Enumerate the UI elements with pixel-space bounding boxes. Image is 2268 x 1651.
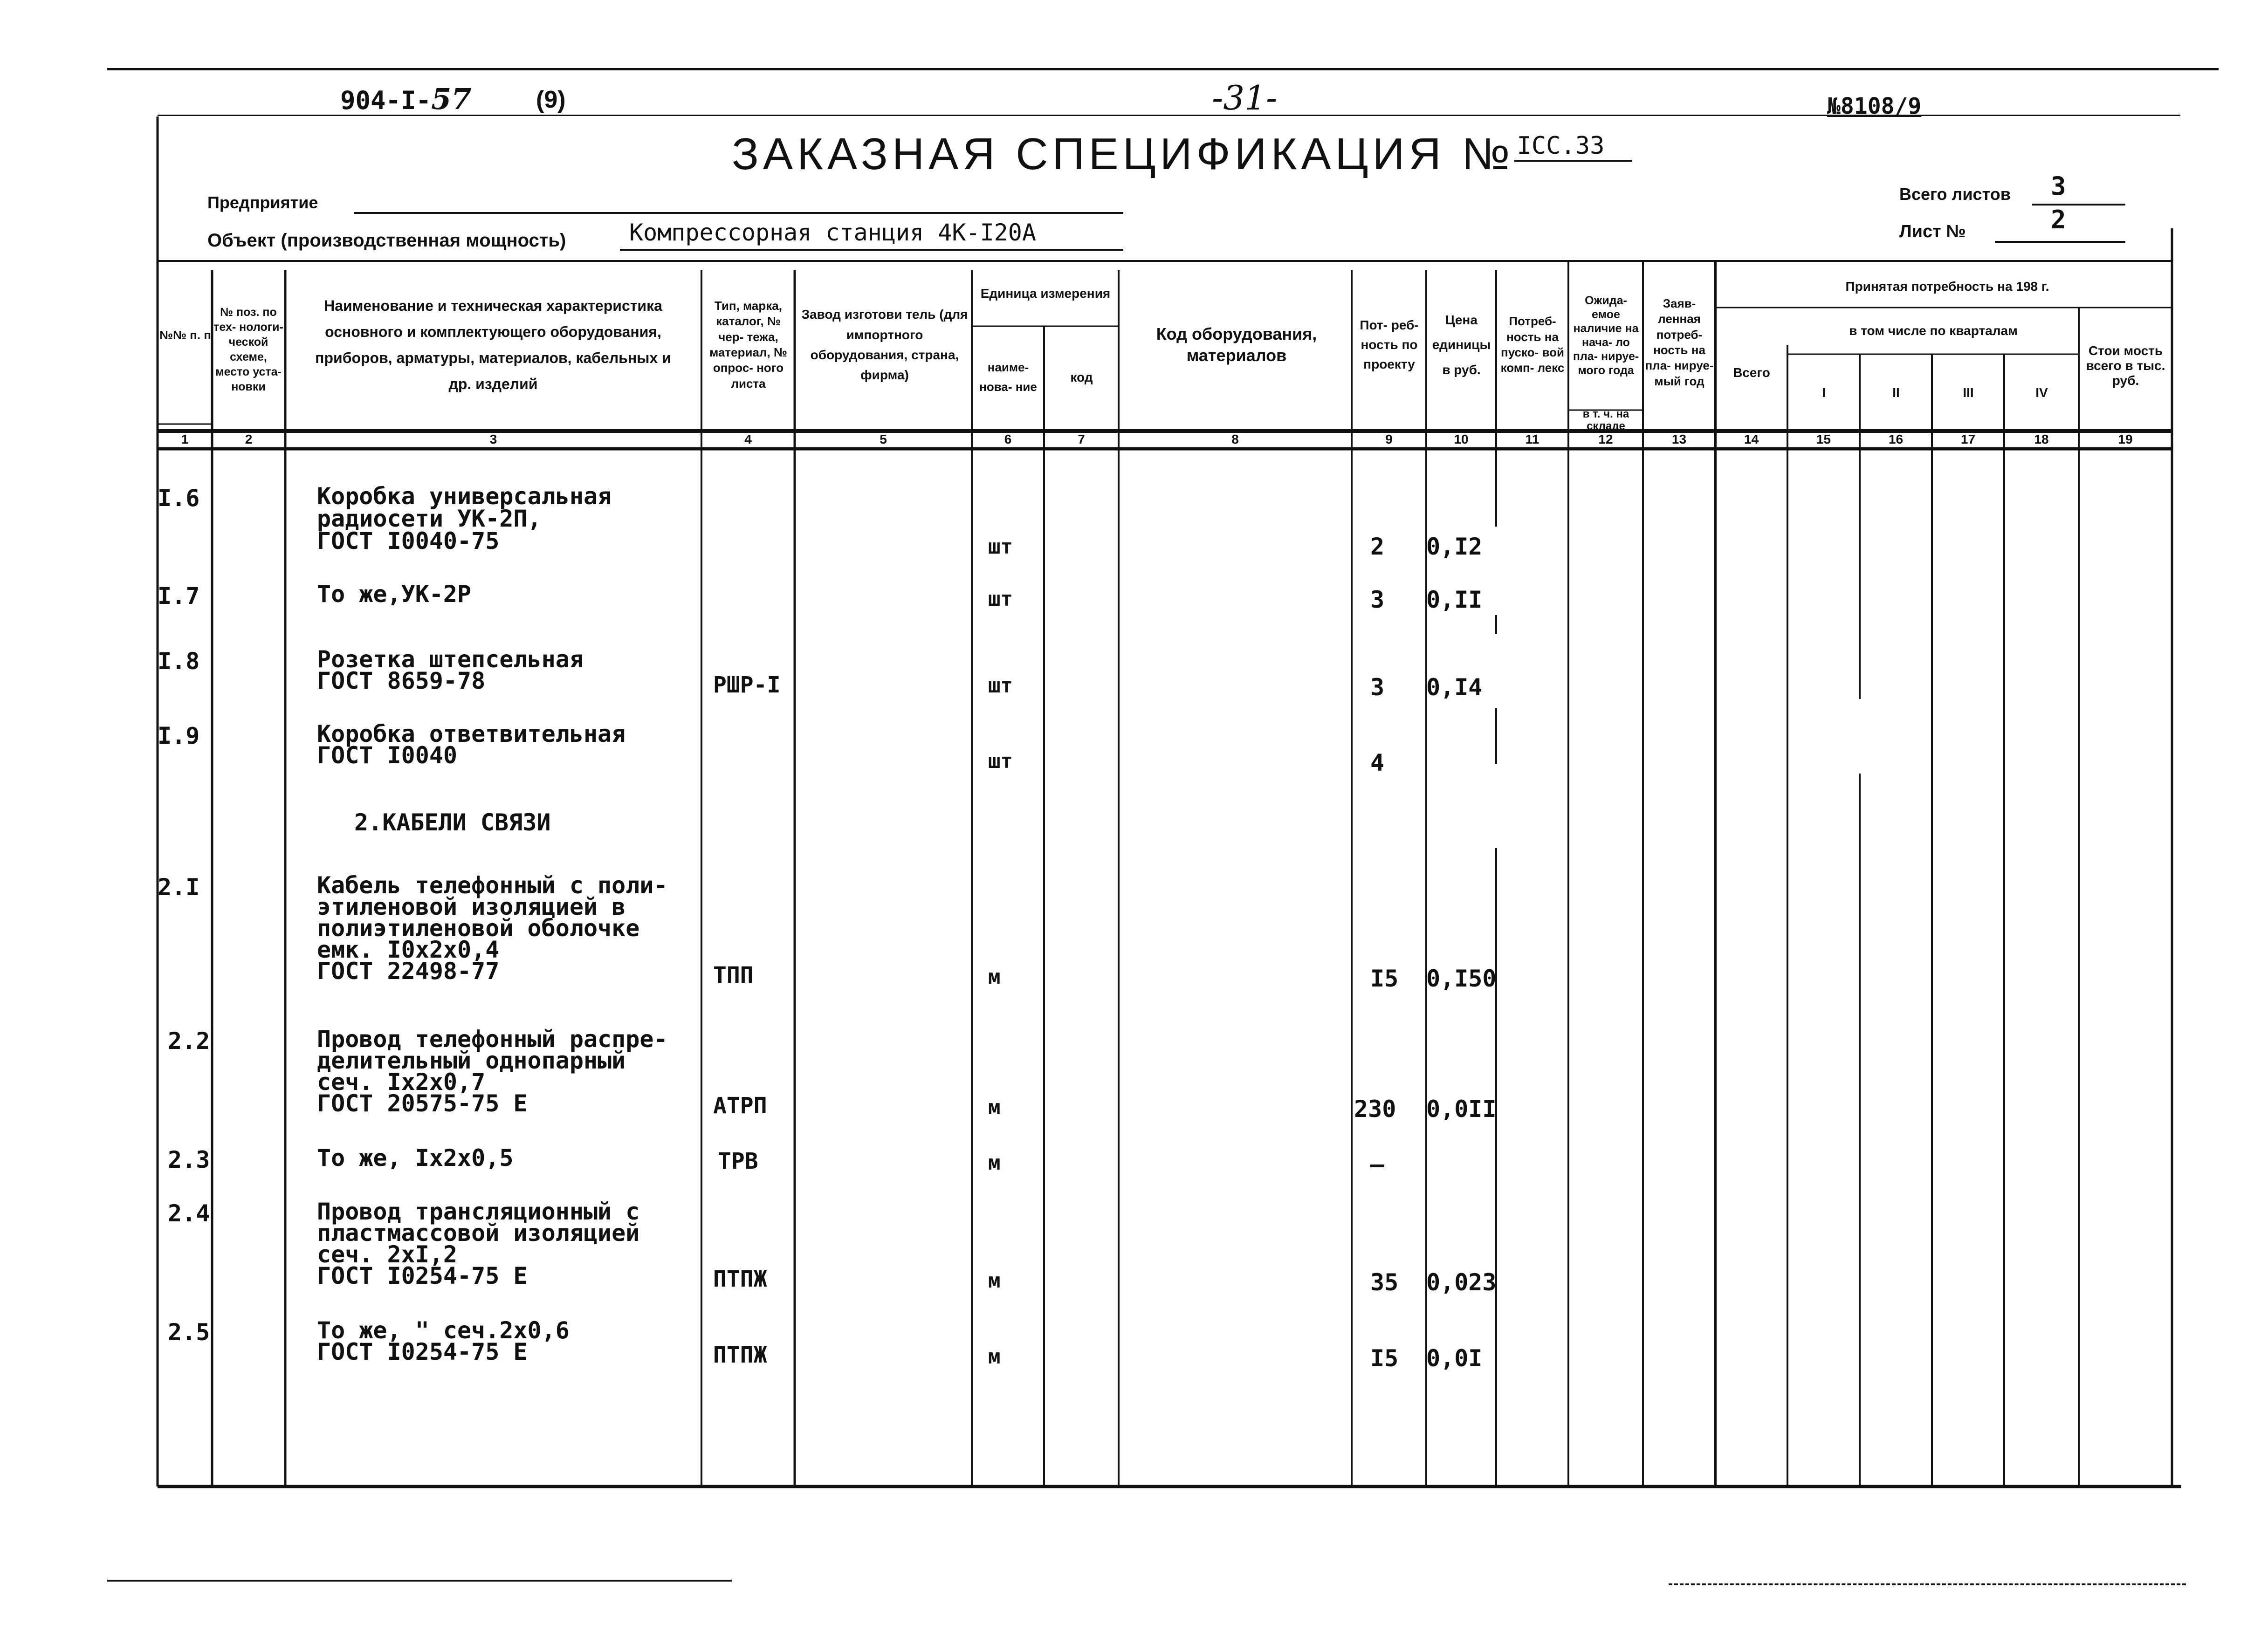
row-type: ТРВ — [718, 1148, 758, 1174]
enterprise-label: Предприятие — [207, 193, 318, 212]
row-price: 0,0II — [1426, 1096, 1497, 1123]
row-unit: шт — [988, 535, 1013, 559]
row-quantity: 230 — [1354, 1096, 1396, 1123]
row-name-line: радиосети УК-2П, — [317, 505, 542, 532]
header-col10: Цена единицы в руб. — [1432, 313, 1491, 377]
row-name-line: сеч. 2хI,2 — [317, 1241, 458, 1268]
sheets-total-label: Всего листов — [1899, 185, 2011, 204]
row-type: АТРП — [713, 1093, 767, 1119]
row-number: 2.I — [158, 874, 200, 901]
row-quantity: 3 — [1370, 586, 1385, 613]
row-quantity: 3 — [1370, 674, 1385, 701]
colnum-5: 5 — [880, 432, 887, 446]
header-q3: III — [1963, 385, 1974, 400]
row-name-line: То же,УК-2Р — [317, 581, 472, 608]
row-quantity: – — [1370, 1151, 1385, 1178]
row-quantity: I5 — [1370, 965, 1399, 992]
row-name-line: этиленовой изоляцией в — [317, 893, 626, 920]
header-col11: Потреб- ность на пуско- вой комп- лекс — [1500, 314, 1565, 375]
row-unit: шт — [988, 587, 1013, 611]
colnum-8: 8 — [1231, 432, 1239, 446]
row-name-line: ГОСТ I0040-75 — [317, 527, 500, 555]
colnum-19: 19 — [2118, 432, 2133, 446]
sheets-total-value: 3 — [2051, 171, 2066, 201]
document-number: №8108/9 — [1827, 93, 1922, 119]
row-quantity: 4 — [1370, 749, 1385, 776]
row-unit: шт — [988, 749, 1013, 773]
header-accepted: Принятая потребность на 198 г. — [1845, 279, 2049, 294]
row-name-line: Коробка универсальная — [317, 483, 612, 510]
table-header — [158, 261, 2180, 431]
header-col7: код — [1070, 370, 1093, 385]
row-unit: м — [988, 1345, 1001, 1369]
row-name-line: ГОСТ I0254-75 Е — [317, 1338, 528, 1365]
row-name-line: Провод трансляционный с — [317, 1198, 640, 1225]
row-name-line: полиэтиленовой оболочке — [317, 915, 640, 942]
album-number: (9) — [536, 86, 566, 113]
row-price: 0,I2 — [1426, 533, 1483, 560]
row-name-line: Коробка ответвительная — [317, 720, 626, 747]
colnum-2: 2 — [245, 432, 253, 446]
row-price: 0,023 — [1426, 1269, 1497, 1296]
project-code-handwritten: 57 — [431, 82, 472, 116]
colnum-18: 18 — [2034, 432, 2049, 446]
header-col6-group: Единица измерения — [980, 286, 1111, 301]
colnum-3: 3 — [489, 432, 497, 446]
row-name-line: емк. I0х2х0,4 — [317, 936, 500, 963]
header-col14: Всего — [1733, 365, 1770, 380]
row-unit: м — [988, 1269, 1001, 1293]
row-number: I.6 — [158, 485, 200, 512]
row-number: I.7 — [158, 582, 200, 610]
project-code-text: 904-I- — [340, 86, 432, 115]
row-type: РШР-I — [713, 672, 781, 698]
row-number: 2.2 — [168, 1028, 210, 1055]
header-col5: Завод изготови тель (для импортного оборудования, страна, фирма) — [801, 307, 968, 383]
specification-number: IСС.33 — [1514, 132, 1633, 162]
row-number: I.9 — [158, 722, 200, 749]
colnum-4: 4 — [744, 432, 752, 446]
colnum-10: 10 — [1454, 432, 1469, 446]
document-title-text: ЗАКАЗНАЯ СПЕЦИФИКАЦИЯ № — [732, 129, 1514, 179]
row-name-line: Розетка штепсельная — [317, 646, 584, 673]
colnum-6: 6 — [1004, 432, 1012, 446]
row-price: 0,0I — [1426, 1345, 1483, 1372]
row-number: 2.3 — [168, 1146, 210, 1173]
row-type: ТПП — [713, 962, 754, 988]
colnum-16: 16 — [1888, 432, 1904, 446]
section-heading: 2.КАБЕЛИ СВЯЗИ — [354, 809, 551, 836]
row-price: 0,I4 — [1426, 674, 1483, 701]
header-quarters: в том числе по кварталам — [1849, 323, 2018, 338]
header-col12-sub: в т. ч. на складе — [1582, 407, 1629, 432]
row-quantity: 2 — [1370, 533, 1385, 560]
header-col8: Код оборудования, материалов — [1156, 324, 1317, 365]
row-unit: м — [988, 1151, 1001, 1175]
row-name-line: ГОСТ 22498-77 — [317, 958, 500, 985]
header-col13: Заяв- ленная потреб- ность на пла- нируе- мый год — [1645, 296, 1714, 388]
header-q4: IV — [2035, 385, 2048, 400]
header-q2: II — [1892, 385, 1900, 400]
sheet-value: 2 — [2051, 205, 2066, 234]
header-col19: Стои мость всего в тыс. руб. — [2086, 343, 2165, 388]
row-name-line: ГОСТ 8659-78 — [317, 667, 486, 694]
colnum-9: 9 — [1385, 432, 1393, 446]
header-col1: №№ п. п — [159, 328, 212, 343]
header-col12: Ожида- емое наличие на нача- ло пла- нируе- мого года — [1573, 294, 1639, 377]
header-col2: № поз. по тех- нологи- ческой схеме, место уста- новки — [213, 306, 283, 393]
header-col4: Тип, марка, каталог, № чер- тежа, материал, № опрос- ного листа — [709, 299, 787, 390]
row-number: 2.5 — [168, 1319, 210, 1346]
row-quantity: 35 — [1370, 1269, 1399, 1296]
colnum-11: 11 — [1525, 432, 1539, 446]
row-price: 0,II — [1426, 586, 1483, 613]
header-col3: Наименование и техническая характеристика основного и комплектующего оборудования, приборов, арматуры, материалов, кабельных и др. изделий — [315, 297, 671, 392]
colnum-15: 15 — [1816, 432, 1831, 446]
row-unit: м — [988, 965, 1001, 989]
header-col6: наиме- нова- ние — [979, 360, 1037, 394]
object-value: Компрессорная станция 4К-I20А — [629, 219, 1036, 246]
colnum-1: 1 — [181, 432, 189, 446]
row-name-line: сеч. Iх2х0,7 — [317, 1069, 486, 1096]
header-q1: I — [1822, 385, 1826, 400]
row-name-line: Кабель телефонный с поли- — [317, 872, 668, 899]
row-type: ПТПЖ — [713, 1342, 767, 1368]
row-name-line: То же, Iх2х0,5 — [317, 1144, 514, 1171]
colnum-13: 13 — [1671, 432, 1687, 446]
row-name-line: ГОСТ I0040 — [317, 742, 458, 769]
row-price: 0,I50 — [1426, 965, 1497, 992]
row-number: I.8 — [158, 648, 200, 675]
row-name-line: Провод телефонный распре- — [317, 1026, 668, 1053]
row-name-line: То же, " сеч.2х0,6 — [317, 1317, 570, 1344]
row-unit: шт — [988, 674, 1013, 698]
object-label: Объект (производственная мощность) — [207, 230, 566, 251]
row-name-line: ГОСТ I0254-75 Е — [317, 1262, 528, 1289]
sheet-label: Лист № — [1899, 222, 1966, 241]
colnum-14: 14 — [1744, 432, 1759, 446]
colnum-12: 12 — [1598, 432, 1613, 446]
row-name-line: пластмассовой изоляцией — [317, 1219, 640, 1247]
row-number: 2.4 — [168, 1200, 210, 1227]
row-name-line: делительный однопарный — [317, 1047, 626, 1074]
row-unit: м — [988, 1096, 1001, 1119]
colnum-7: 7 — [1078, 432, 1085, 446]
row-quantity: I5 — [1370, 1345, 1399, 1372]
row-name-line: ГОСТ 20575-75 Е — [317, 1090, 528, 1117]
page-mark: -31- — [1212, 78, 1278, 117]
colnum-17: 17 — [1960, 432, 1976, 446]
row-type: ПТПЖ — [713, 1266, 767, 1292]
column-numbers — [158, 431, 2180, 449]
header-col9: Пот- реб- ность по проекту — [1360, 318, 1419, 371]
